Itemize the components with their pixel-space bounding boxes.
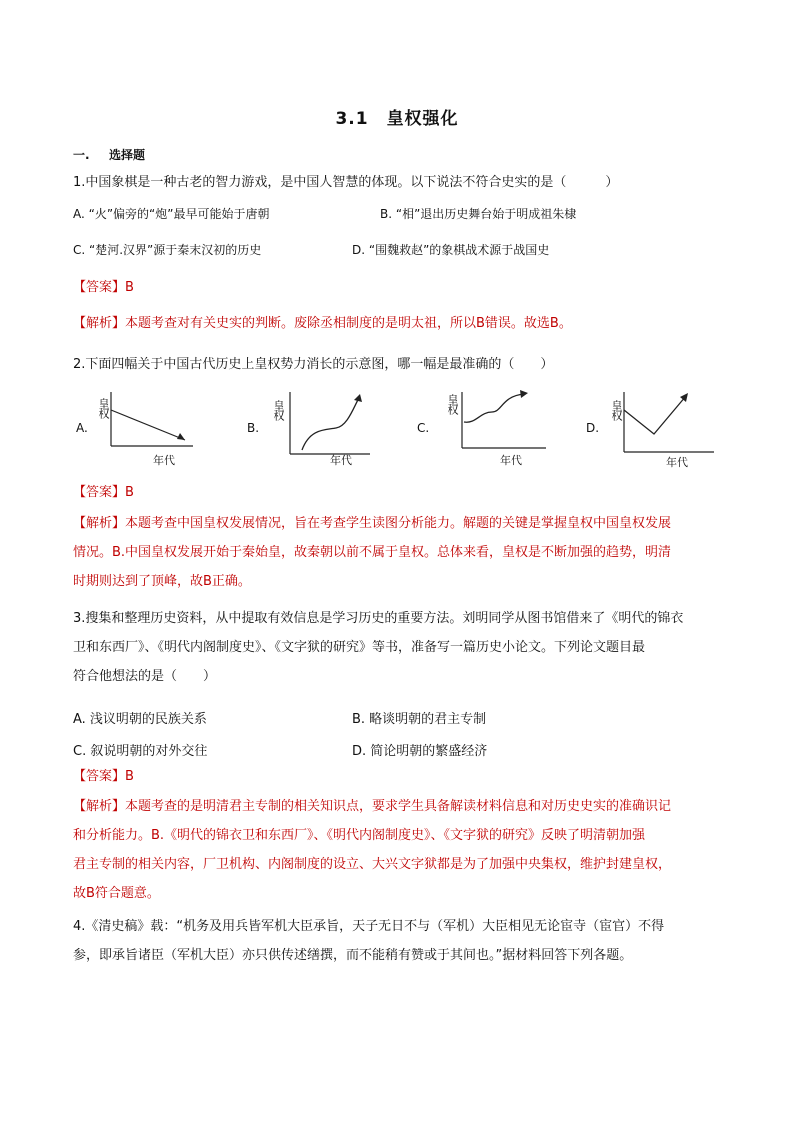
q2-analysis bbox=[73, 509, 723, 596]
q3-option-c: C. 叙说明朝的对外交往 bbox=[73, 744, 208, 759]
q1-analysis bbox=[73, 312, 572, 331]
q3-analysis-line-1: 【解析】本题考查的是明清君主专制的相关知识点，要求学生具备解读材料信息和对历史史实的准确识记 bbox=[73, 799, 672, 814]
q3-analysis-line-3: 君主专制的相关内容，厂卫机构、内阁制度的设立、大兴文字狱都是为了加强中央集权，维护封建皇权， bbox=[73, 857, 672, 872]
answer-tag: 【答案】 bbox=[73, 769, 126, 784]
q2-analysis-line-3: 时期则达到了顶峰，故B正确。 bbox=[73, 574, 251, 589]
analysis-tag: 【解析】 bbox=[73, 316, 126, 331]
q3-option-a: A. 浅议明朝的民族关系 bbox=[73, 712, 207, 727]
analysis-tag: 【解析】 bbox=[73, 516, 126, 531]
q1-answer-value: B bbox=[125, 280, 134, 295]
q3-option-d: D. 简论明朝的繁盛经济 bbox=[352, 744, 488, 759]
graph-b-y-label: 皇权 bbox=[272, 400, 285, 420]
q4-stem bbox=[73, 912, 723, 970]
q3-stem-line-2: 卫和东西厂》、《明代内阁制度史》、《文字狱的研究》等书，准备写一篇历史小论文。下列论文题目最 bbox=[73, 640, 646, 655]
q2-graph-d bbox=[586, 388, 726, 472]
wave-rising-curve-icon bbox=[414, 388, 554, 472]
q3-answer bbox=[73, 765, 134, 784]
graph-b-x-label: 年代 bbox=[330, 454, 352, 467]
graph-c-y-label: 皇权 bbox=[446, 394, 459, 414]
q3-analysis-line-2: 和分析能力。B.《明代的锦衣卫和东西厂》、《明代内阁制度史》、《文字狱的研究》反映了明清朝加强 bbox=[73, 828, 646, 843]
graph-d-y-label: 皇权 bbox=[610, 400, 623, 420]
q2-answer-value: B bbox=[125, 485, 134, 500]
q1-option-c: C. “楚河.汉界”源于秦末汉初的历史 bbox=[73, 243, 262, 257]
q3-stem bbox=[73, 604, 723, 691]
q3-analysis-line-4: 故B符合题意。 bbox=[73, 886, 160, 901]
q1-option-a: A. “火”偏旁的“炮”最早可能始于唐朝 bbox=[73, 207, 270, 221]
q3-analysis bbox=[73, 792, 723, 908]
q4-stem-line-1: 4.《清史稿》载：“机务及用兵皆军机大臣承旨，天子无日不与（军机）大臣相见无论宦寺（宦官）不得 bbox=[73, 919, 665, 934]
q1-answer bbox=[73, 276, 134, 295]
q2-stem: 2.下面四幅关于中国古代历史上皇权势力消长的示意图，哪一幅是最准确的（ ） bbox=[73, 357, 554, 372]
graph-d-letter: D. bbox=[586, 421, 600, 435]
answer-tag: 【答案】 bbox=[73, 485, 126, 500]
graph-c-x-label: 年代 bbox=[500, 454, 522, 467]
graph-d-x-label: 年代 bbox=[666, 456, 688, 469]
q3-stem-line-1: 3.搜集和整理历史资料，从中提取有效信息是学习历史的重要方法。刘明同学从图书馆借来了《明代的锦衣 bbox=[73, 611, 684, 626]
title-text: 皇权强化 bbox=[386, 109, 459, 129]
section-heading bbox=[73, 146, 145, 163]
q2-answer bbox=[73, 481, 134, 500]
q4-stem-line-2: 参，即承旨诸臣（军机大臣）亦只供传述缮撰，而不能稍有赞或于其间也。”据材料回答下列各题。 bbox=[73, 948, 633, 963]
rising-curve-icon bbox=[244, 388, 374, 472]
title-number: 3.1 bbox=[335, 109, 369, 129]
section-number: 一. bbox=[73, 148, 90, 162]
graph-b-letter: B. bbox=[247, 421, 260, 435]
v-shape-line-icon bbox=[586, 388, 726, 472]
graph-c-letter: C. bbox=[417, 421, 430, 435]
graph-a-letter: A. bbox=[76, 421, 88, 435]
answer-tag: 【答案】 bbox=[73, 280, 126, 295]
declining-line-icon bbox=[73, 388, 203, 472]
section-title: 选择题 bbox=[109, 148, 146, 162]
graph-a-x-label: 年代 bbox=[153, 454, 175, 467]
q2-graph-a bbox=[73, 388, 203, 472]
q2-analysis-line-2: 情况。B.中国皇权发展开始于秦始皇，故秦朝以前不属于皇权。总体来看，皇权是不断加强的趋势，明清 bbox=[73, 545, 672, 560]
q1-option-d: D. “围魏救赵”的象棋战术源于战国史 bbox=[352, 243, 550, 257]
q1-stem: 1.中国象棋是一种古老的智力游戏，是中国人智慧的体现。以下说法不符合史实的是（ ） bbox=[73, 175, 619, 190]
q3-answer-value: B bbox=[125, 769, 134, 784]
q1-analysis-text: 本题考查对有关史实的判断。废除丞相制度的是明太祖，所以B错误。故选B。 bbox=[125, 316, 572, 331]
q3-stem-line-3: 符合他想法的是（ ） bbox=[73, 669, 217, 684]
q2-analysis-line-1: 【解析】本题考查中国皇权发展情况，旨在考查学生读图分析能力。解题的关键是掌握皇权中国皇权发展 bbox=[73, 516, 672, 531]
q2-graph-b bbox=[244, 388, 374, 472]
graph-a-y-label: 皇权 bbox=[97, 398, 110, 418]
page-title bbox=[0, 104, 794, 129]
q2-graph-c bbox=[414, 388, 554, 472]
q3-option-b: B. 略谈明朝的君主专制 bbox=[352, 712, 487, 727]
analysis-tag: 【解析】 bbox=[73, 799, 126, 814]
q1-option-b: B. “相”退出历史舞台始于明成祖朱棣 bbox=[380, 207, 577, 221]
